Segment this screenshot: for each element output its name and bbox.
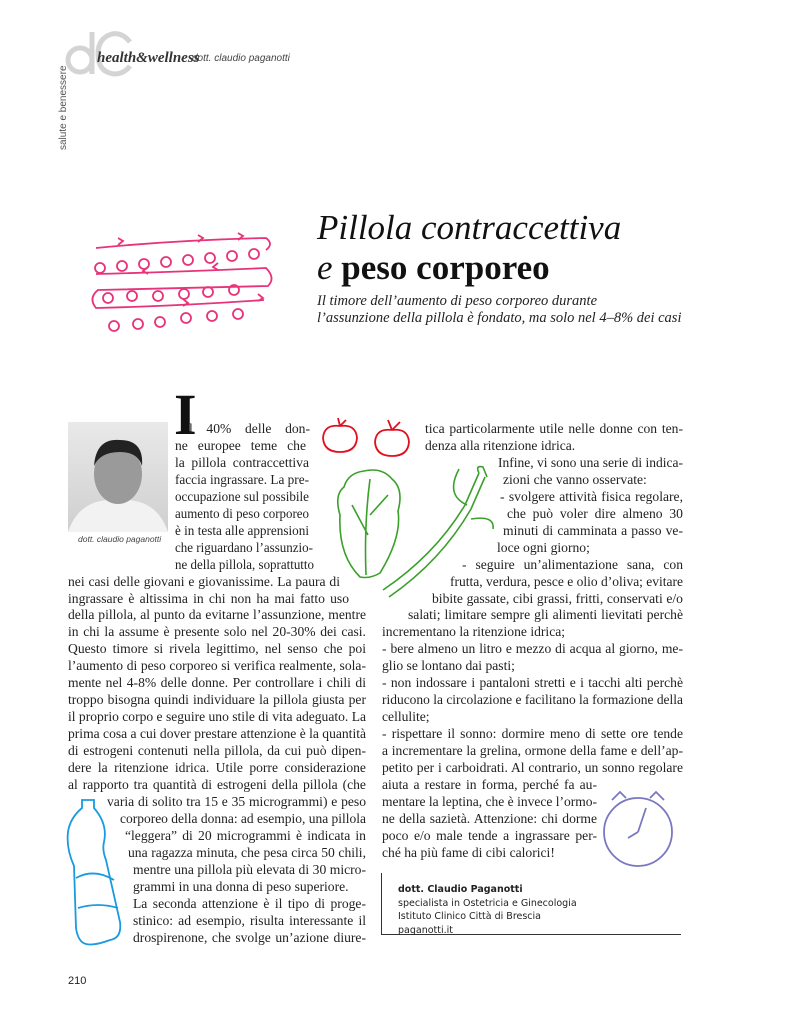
text-line xyxy=(68,640,366,657)
text-line xyxy=(500,488,683,505)
section-title: health&wellness xyxy=(97,50,200,66)
text-line xyxy=(175,505,309,522)
text-line xyxy=(133,895,366,912)
subtitle-line: Il timore dell’aumento di peso corporeo durante xyxy=(317,293,598,309)
text-line-content: nei casi delle giovani e giovanissime. La paura di xyxy=(68,573,340,589)
text-line-content: a incrementare la grelina, ormone della fame e dell’ap- xyxy=(382,743,683,759)
text-line xyxy=(107,793,366,810)
author-role: specialista in Ostetricia e Ginecologia xyxy=(398,897,577,909)
drop-cap: I xyxy=(174,382,197,447)
text-line-content: petito per i carboidrati. Al contrario, un sonno regolare xyxy=(382,760,683,775)
text-line xyxy=(68,590,349,607)
text-line xyxy=(68,759,366,776)
text-line-content: ché ha più fame di cibi calorici! xyxy=(382,844,555,860)
text-line xyxy=(382,708,440,725)
text-line xyxy=(462,556,683,573)
text-line xyxy=(382,725,683,742)
subtitle-line: l’assunzione della pillola è fondato, ma solo nel 4–8% dei casi xyxy=(317,310,682,326)
water-bottle-icon xyxy=(64,798,124,948)
text-line-content: - bere almeno un litro e mezzo di acqua al giorno, me- xyxy=(382,641,683,657)
alarm-clock-icon xyxy=(598,780,678,870)
text-line-content: varia di solito tra 15 e 35 microgrammi) e peso xyxy=(107,793,366,809)
text-line-content: della pillola, al punto da evitarne l’assunzione, mentre xyxy=(68,607,367,623)
text-line-content: - rispettare il sonno: dormire meno di sette ore tende xyxy=(382,726,684,742)
text-line xyxy=(382,759,683,776)
header-author: dott. claudio paganotti xyxy=(192,53,290,64)
text-line-content: corporeo della donna: ad esempio, una pillola xyxy=(120,810,367,826)
text-line xyxy=(68,725,366,742)
author-info-box xyxy=(381,873,681,935)
text-line xyxy=(133,861,366,878)
text-line-content: dere la ritenzione idrica. Utile porre considerazione xyxy=(68,760,366,775)
text-line-content: Infine, vi sono una serie di indica- xyxy=(498,454,683,470)
text-line xyxy=(68,742,366,759)
text-line-content: loce ogni giorno; xyxy=(497,539,590,555)
text-line-content: grammi in una donna di peso superiore. xyxy=(133,878,349,894)
text-line xyxy=(382,810,597,827)
text-line xyxy=(175,556,314,573)
text-line xyxy=(503,522,683,539)
text-line-content: riducono la circolazione e facilitano la formazione della xyxy=(382,692,684,708)
author-institute: Istituto Clinico Città di Brescia xyxy=(398,911,541,922)
text-line xyxy=(498,454,683,471)
tomato-icon xyxy=(320,418,360,456)
article-title: Pillola contraccettiva xyxy=(317,208,622,247)
text-line-content: ne della sazietà. Attenzione: chi dorme xyxy=(382,810,598,826)
text-line-content: glio se lontano dai pasti; xyxy=(382,658,515,674)
text-line xyxy=(382,844,580,861)
text-line xyxy=(425,420,683,437)
text-line-content: aiuta a restare in forma, perché fa au- xyxy=(382,776,597,792)
article-title-line2 xyxy=(317,248,550,288)
pill-blister-illustration xyxy=(88,228,278,338)
text-line xyxy=(408,606,683,623)
text-line xyxy=(425,437,600,454)
text-line-content: è in testa alle apprensioni xyxy=(175,522,309,538)
text-line xyxy=(503,471,650,488)
text-line-content: incrementano la ritenzione idrica; xyxy=(382,624,566,640)
text-line xyxy=(382,691,683,708)
text-line-content: aumento di peso corporeo xyxy=(175,505,309,521)
text-line-content: di estrogeni contenuti nella pillola, da cui può dipen- xyxy=(68,743,366,759)
text-line-content: drospirenone, che svolge un’azione diure- xyxy=(133,929,366,945)
text-line-content: poco e/o male tende a ingrassare per- xyxy=(382,827,597,843)
text-line xyxy=(175,454,309,471)
text-line-content: troppo bisogna quindi individuare la pillola giusta per xyxy=(68,692,366,708)
text-line-content: mente nel 4-8% delle donne. Per controllare i chili di xyxy=(68,675,367,691)
text-line xyxy=(68,573,340,590)
text-line xyxy=(175,539,313,556)
text-line xyxy=(497,539,620,556)
text-line-content: una ragazza minuta, che pesa circa 50 chili, xyxy=(128,844,366,860)
title-bold: peso corporeo xyxy=(341,248,550,287)
text-line xyxy=(382,623,570,640)
text-line xyxy=(68,606,366,623)
text-line-content: denza alla ritenzione idrica. xyxy=(425,437,576,453)
text-line xyxy=(125,827,366,844)
text-line xyxy=(382,776,597,793)
text-line-content: la pillola contraccettiva xyxy=(175,454,309,470)
text-line-content: ingrassare è altissima in chi non ha mai fatto uso xyxy=(68,590,349,606)
text-line-content: che può voler dire almeno 30 xyxy=(507,505,683,521)
text-line-content: salati; limitare sempre gli alimenti lievitati perchè xyxy=(408,607,683,623)
text-line xyxy=(382,827,597,844)
text-line-content: occupazione sul possibile xyxy=(175,488,310,504)
text-line xyxy=(68,623,366,640)
text-line-content: tica particolarmente utile nelle donne con ten- xyxy=(425,421,683,436)
text-line xyxy=(175,437,306,454)
text-line xyxy=(382,742,683,759)
text-line-content: cellulite; xyxy=(382,709,430,725)
text-line xyxy=(128,844,366,861)
text-line-content: ne della pillola, soprattutto xyxy=(175,556,315,572)
text-line xyxy=(382,674,683,691)
text-line-content: stinico: ad esempio, risulta interessante il xyxy=(133,912,366,928)
text-line-content: al rapporto tra quantità di estrogeni della pillola (che xyxy=(68,776,366,792)
text-line-content: mentare la leptina, che è invece l’ormo- xyxy=(382,793,597,809)
author-name: dott. Claudio Paganotti xyxy=(398,884,523,895)
text-line-content: bibite gassate, cibi grassi, fritti, conservati e/o xyxy=(432,590,683,606)
text-line xyxy=(68,708,366,725)
text-line xyxy=(133,929,366,946)
text-line-content: il proprio corpo e seguire uno stile di vita adeguato. La xyxy=(68,709,367,725)
photo-caption: dott. claudio paganotti xyxy=(78,534,162,544)
text-line xyxy=(133,878,350,895)
article-subtitle xyxy=(317,293,681,327)
text-line xyxy=(133,912,366,929)
text-line xyxy=(68,691,366,708)
text-line xyxy=(507,505,683,522)
title-conjunction: e xyxy=(317,248,333,287)
text-line-content: l 40% delle don- xyxy=(189,421,311,436)
text-line-content: - non indossare i pantaloni stretti e i tacchi alti perchè xyxy=(382,675,683,691)
text-line-content: zioni che vanno osservate: xyxy=(503,471,647,487)
text-line xyxy=(382,640,683,657)
tomato-icon xyxy=(372,420,412,458)
text-line xyxy=(175,488,309,505)
text-line-content: ne europee teme che xyxy=(175,437,307,453)
author-website[interactable]: paganotti.it xyxy=(398,924,454,936)
text-line-content: - seguire un’alimentazione sana, con xyxy=(462,556,683,572)
portrait-image xyxy=(68,422,168,532)
text-line-content: mentre una pillola più elevata di 30 micro- xyxy=(133,861,366,877)
text-line-content: “leggera” di 20 microgrammi è indicata in xyxy=(125,827,366,843)
page-number: 210 xyxy=(68,975,87,987)
text-line-content: frutta, verdura, pesce e olio d’oliva; evitare xyxy=(450,573,684,589)
text-line-content: l’aumento di peso corporeo si verifica realmente, sola- xyxy=(68,658,366,674)
text-line-content: - svolgere attività fisica regolare, xyxy=(500,488,683,504)
text-line xyxy=(68,657,366,674)
text-line xyxy=(68,674,366,691)
text-line xyxy=(189,420,310,437)
text-line-content: faccia ingrassare. La pre- xyxy=(175,471,309,487)
side-label: salute e benessere xyxy=(58,65,69,150)
text-line-content: che riguardano l’assunzio- xyxy=(175,539,314,555)
text-line-content: in chi la assume è presente solo nel 20-30% dei casi. xyxy=(68,624,366,640)
text-line-content: prima cosa a cui dover prestare attenzione è la quantità xyxy=(68,726,367,742)
text-line xyxy=(68,776,366,793)
text-line xyxy=(175,522,309,539)
celery-icon xyxy=(375,465,495,600)
text-line xyxy=(382,793,597,810)
text-line xyxy=(382,657,530,674)
text-line xyxy=(175,471,309,488)
author-photo xyxy=(68,422,168,532)
text-line-content: Questo timore si rivela legittimo, nel senso che poi xyxy=(68,641,366,657)
text-line-content: La seconda attenzione è il tipo di proge- xyxy=(133,895,366,911)
text-line-content: minuti di camminata a passo ve- xyxy=(503,522,683,538)
text-line xyxy=(120,810,366,827)
